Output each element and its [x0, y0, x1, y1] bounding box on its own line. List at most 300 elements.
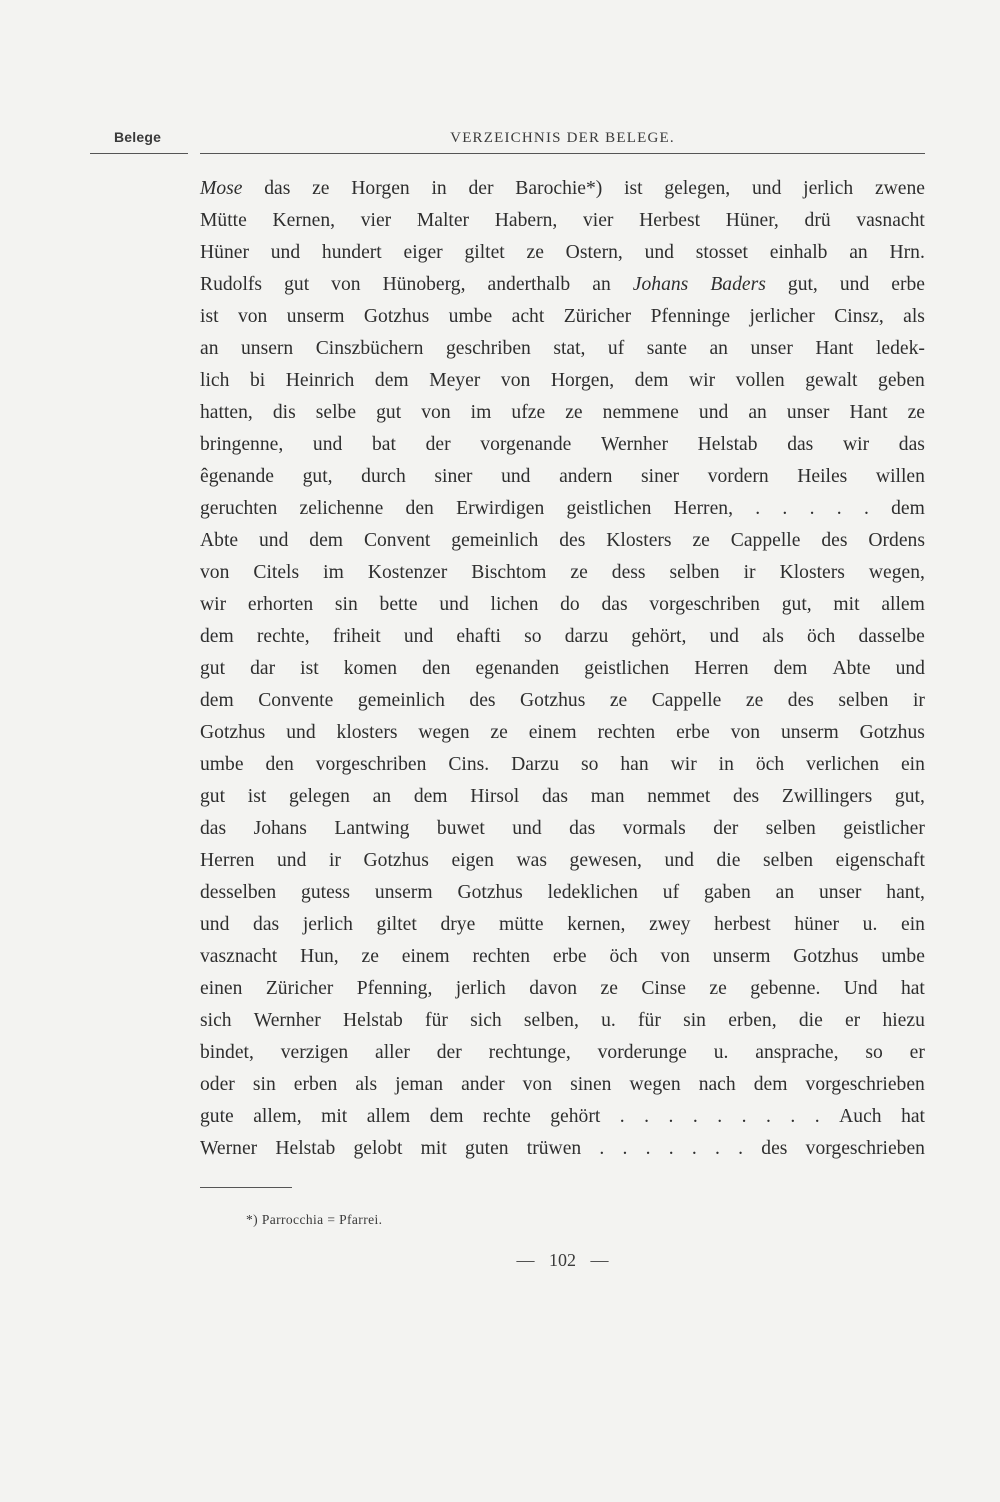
word: vorgeschriben — [315, 754, 427, 775]
word: einem — [528, 722, 577, 743]
word: vorgenande — [480, 434, 572, 455]
word: gut — [376, 402, 402, 423]
word: von — [730, 722, 761, 743]
word: von — [660, 946, 690, 967]
word: rechten — [597, 722, 656, 743]
word: Gotzhus — [200, 722, 266, 743]
word: einem — [401, 946, 450, 967]
word: giltet — [376, 914, 417, 935]
text-line — [200, 493, 925, 525]
word: den — [405, 498, 434, 519]
word: u. — [601, 1010, 616, 1031]
word: selbe — [315, 402, 357, 423]
word: Werner — [200, 1138, 258, 1159]
word: dis — [272, 402, 296, 423]
word: des — [821, 530, 848, 551]
word: gut, — [894, 786, 925, 807]
word: Convente — [258, 690, 334, 711]
word: und — [895, 658, 925, 679]
word: ze — [490, 722, 508, 743]
word: unserm — [374, 882, 433, 903]
word: Hirsol — [470, 786, 520, 807]
word: . — [738, 1138, 744, 1159]
word: vorderunge — [597, 1042, 687, 1063]
word: Züricher — [563, 306, 632, 327]
word: unser — [786, 402, 830, 423]
word: Hrn. — [889, 242, 925, 263]
word: der — [468, 178, 494, 199]
word: anderthalb — [487, 274, 571, 295]
word: und — [286, 722, 316, 743]
word: do — [560, 594, 580, 615]
word: drye — [440, 914, 476, 935]
word: und — [312, 434, 343, 455]
word: wegen — [418, 722, 470, 743]
word: vorgeschriben — [649, 594, 760, 615]
word: von — [331, 274, 361, 295]
word: . — [668, 1106, 674, 1127]
word: wir — [842, 434, 870, 455]
word: mit — [420, 1138, 447, 1159]
word: Hant — [815, 338, 854, 359]
word: der — [425, 434, 451, 455]
word: wegen — [629, 1074, 681, 1095]
word: ein — [901, 914, 925, 935]
word: ander — [461, 1074, 505, 1095]
word: sich — [470, 1010, 502, 1031]
word: den — [265, 754, 294, 775]
word: . — [755, 498, 761, 519]
word: unser — [750, 338, 793, 359]
word: gemeinlich — [357, 690, 445, 711]
word: von — [200, 562, 230, 583]
word: . — [809, 498, 815, 519]
word: komen — [343, 658, 398, 679]
word: umbe — [200, 754, 244, 775]
word: ze — [600, 978, 618, 999]
word: Baders — [710, 274, 766, 295]
word: das — [898, 434, 925, 455]
word: ze — [361, 946, 379, 967]
word: Cappelle — [651, 690, 722, 711]
word: und — [664, 850, 694, 871]
word: Gotzhus — [363, 850, 429, 871]
word: Malter — [416, 210, 470, 231]
running-head: VERZEICHNIS DER BELEGE. — [450, 130, 675, 146]
word: darzu — [564, 626, 609, 647]
word: das — [569, 818, 596, 839]
word: ir — [743, 562, 756, 583]
word: und — [270, 242, 301, 263]
word: man — [590, 786, 625, 807]
word: öch — [609, 946, 638, 967]
text-line — [200, 685, 925, 717]
word: in — [431, 178, 447, 199]
footnote: *) Parrocchia = Pfarrei. — [246, 1212, 383, 1227]
word: selben — [838, 690, 889, 711]
word: . — [766, 1106, 771, 1127]
word: erben — [293, 1074, 338, 1095]
word: die — [798, 1010, 823, 1031]
word: Abte — [832, 658, 871, 679]
word: hat — [900, 978, 925, 999]
word: egenanden — [475, 658, 560, 679]
word: gute — [200, 1106, 234, 1127]
word: mit — [833, 594, 860, 615]
word: dem — [413, 786, 448, 807]
text-line — [200, 973, 925, 1005]
word: gelegen — [288, 786, 350, 807]
word: gut — [200, 658, 226, 679]
text-line — [200, 941, 925, 973]
word: stat, — [553, 338, 586, 359]
word: geistlichen — [566, 498, 652, 519]
word: gehört, — [631, 626, 687, 647]
header-rule — [200, 153, 925, 154]
word: und — [751, 178, 782, 199]
word: gut — [284, 274, 310, 295]
word: hundert — [321, 242, 382, 263]
text-line — [200, 1101, 925, 1133]
word: gut — [200, 786, 226, 807]
word: Rudolfs — [200, 274, 263, 295]
word: geistlicher — [843, 818, 925, 839]
word: vordern — [707, 466, 769, 487]
word: wegen, — [868, 562, 925, 583]
word: und — [276, 850, 307, 871]
word: umbe — [448, 306, 493, 327]
word: wir — [670, 754, 697, 775]
word: Hünoberg, — [382, 274, 466, 295]
word: ledeklichen — [547, 882, 638, 903]
word: vormals — [622, 818, 686, 839]
word: vorgeschrieben — [805, 1138, 925, 1159]
word: Horgen, — [550, 370, 615, 391]
word: geruchten — [200, 498, 278, 519]
word: er — [909, 1042, 925, 1063]
word: das — [787, 434, 814, 455]
word: . — [790, 1106, 796, 1127]
word: erbe — [891, 274, 925, 295]
word: das — [541, 786, 569, 807]
word: wir — [200, 594, 227, 615]
text-line — [200, 205, 925, 237]
word: eigen — [451, 850, 494, 871]
word: Herbest — [639, 210, 701, 231]
word: als — [903, 306, 925, 327]
word: ufze — [511, 402, 546, 423]
word: giltet — [464, 242, 505, 263]
word: sin — [334, 594, 358, 615]
word: geben — [878, 370, 925, 391]
text-line — [200, 365, 925, 397]
word: dem — [429, 1106, 464, 1127]
word: dar — [250, 658, 276, 679]
word: . — [619, 1106, 625, 1127]
word: u. — [862, 914, 878, 935]
word: und — [644, 242, 674, 263]
word: an — [849, 242, 868, 263]
word: . — [741, 1106, 747, 1127]
word: Habern, — [494, 210, 558, 231]
word: . — [836, 498, 842, 519]
word: so — [580, 754, 599, 775]
word: eiger — [403, 242, 443, 263]
word: und — [698, 402, 729, 423]
word: dem — [309, 530, 344, 551]
word: selben — [669, 562, 720, 583]
word: Heiles — [797, 466, 848, 487]
word: Zwillingers — [781, 786, 873, 807]
word: bringenne, — [200, 434, 284, 455]
word: gut, — [781, 594, 812, 615]
word: dem — [753, 1074, 788, 1095]
word: den — [422, 658, 451, 679]
word: dem — [200, 690, 234, 711]
word: ze — [312, 178, 330, 199]
text-line — [200, 269, 925, 301]
word: so — [524, 626, 542, 647]
word: Pfenning, — [356, 978, 433, 999]
word: Cinsz, — [834, 306, 884, 327]
text-line — [200, 301, 925, 333]
word: vasnacht — [856, 210, 925, 231]
word: an — [592, 274, 611, 295]
word: friheit — [332, 626, 381, 647]
word: Abte — [200, 530, 239, 551]
word: der — [436, 1042, 462, 1063]
word: Ostern, — [565, 242, 623, 263]
word: desselben — [200, 882, 277, 903]
word: nemmet — [647, 786, 711, 807]
word: zwey — [649, 914, 691, 935]
word: selben — [763, 850, 814, 871]
word: herbest — [714, 914, 771, 935]
word: an — [709, 338, 728, 359]
text-line — [200, 909, 925, 941]
word: rechte, — [256, 626, 310, 647]
word: allem — [881, 594, 925, 615]
word: jerlich — [302, 914, 353, 935]
text-line — [200, 397, 925, 429]
word: Citels — [253, 562, 300, 583]
word: ist — [247, 786, 267, 807]
word: einen — [200, 978, 243, 999]
word: als — [762, 626, 784, 647]
word: öch — [807, 626, 836, 647]
word: selben, — [523, 1010, 579, 1031]
word: Meyer — [429, 370, 481, 391]
word: gebenne. — [750, 978, 821, 999]
word: Klosters — [779, 562, 845, 583]
word: mit — [321, 1106, 348, 1127]
word: Klosters — [606, 530, 672, 551]
word: geistlichen — [584, 658, 670, 679]
word: ledek- — [875, 338, 925, 359]
word: dasselbe — [858, 626, 925, 647]
word: ze — [745, 690, 764, 711]
margin-rule — [90, 153, 188, 154]
word: sin — [683, 1010, 706, 1031]
word: von — [500, 370, 531, 391]
word: von — [237, 306, 268, 327]
word: Cappelle — [730, 530, 801, 551]
word: und — [200, 914, 230, 935]
word: Wernher — [253, 1010, 321, 1031]
word: vier — [583, 210, 614, 231]
word: u. — [713, 1042, 729, 1063]
word: und — [403, 626, 434, 647]
margin-label: Belege — [114, 129, 162, 145]
word: gemeinlich — [451, 530, 539, 551]
word: Lantwing — [334, 818, 410, 839]
word: Helstab — [697, 434, 758, 455]
word: gut, — [302, 466, 333, 487]
word: erbe — [552, 946, 587, 967]
word: Kostenzer — [367, 562, 448, 583]
word: Auch — [839, 1106, 882, 1127]
word: im — [470, 402, 492, 423]
word: vier — [360, 210, 392, 231]
word: unser — [818, 882, 862, 903]
text-line — [200, 621, 925, 653]
word: dem — [773, 658, 808, 679]
word: von — [522, 1074, 553, 1095]
word: für — [638, 1010, 661, 1031]
word: vollen — [735, 370, 785, 391]
word: gewalt — [805, 370, 858, 391]
word: gaben — [703, 882, 751, 903]
word: des — [559, 530, 586, 551]
word: ze — [609, 690, 628, 711]
word: des — [733, 786, 760, 807]
word: von — [421, 402, 451, 423]
word: ist — [200, 306, 219, 327]
word: unsern — [240, 338, 294, 359]
word: das — [601, 594, 628, 615]
word: Wernher — [601, 434, 668, 455]
word: lich — [200, 370, 230, 391]
word: Pfenninge — [650, 306, 731, 327]
word: Convent — [363, 530, 431, 551]
word: willen — [875, 466, 925, 487]
word: dem — [891, 498, 925, 519]
word: Helstab — [342, 1010, 403, 1031]
word: hüner — [794, 914, 839, 935]
word: Ordens — [868, 530, 925, 551]
word: ze — [692, 530, 710, 551]
word: Herren — [200, 850, 255, 871]
word: durch — [361, 466, 406, 487]
word: ehafti — [456, 626, 501, 647]
word: an — [200, 338, 219, 359]
text-line — [200, 429, 925, 461]
word: drü — [804, 210, 831, 231]
word: hant, — [886, 882, 925, 903]
text-line — [200, 461, 925, 493]
word: nach — [698, 1074, 736, 1095]
word: Herren, — [673, 498, 733, 519]
word: mütte — [498, 914, 544, 935]
word: verzigen — [280, 1042, 349, 1063]
word: guten — [465, 1138, 509, 1159]
word: klosters — [336, 722, 398, 743]
word: . — [782, 498, 788, 519]
word: . — [814, 1106, 820, 1127]
word: gutess — [301, 882, 351, 903]
word: als — [355, 1074, 378, 1095]
word: und — [709, 626, 739, 647]
text-line — [200, 557, 925, 589]
word: hatten, — [200, 402, 253, 423]
word: Cins. — [448, 754, 490, 775]
word: uf — [607, 338, 625, 359]
word: oder — [200, 1074, 235, 1095]
word: vasznacht — [200, 946, 278, 967]
word: hat — [901, 1106, 925, 1127]
word: stosset — [695, 242, 748, 263]
text-line — [200, 237, 925, 269]
word: . — [692, 1106, 698, 1127]
word: . — [599, 1138, 605, 1159]
word: dem — [374, 370, 409, 391]
word: Gotzhus — [793, 946, 859, 967]
word: jerlich — [455, 978, 506, 999]
word: rechtunge, — [488, 1042, 571, 1063]
word: sin — [252, 1074, 276, 1095]
word: an — [748, 402, 767, 423]
text-line — [200, 781, 925, 813]
word: rechte — [482, 1106, 531, 1127]
word: umbe — [881, 946, 925, 967]
word: und — [839, 274, 870, 295]
word: unserm — [781, 722, 839, 743]
word: das — [200, 818, 227, 839]
word: kernen, — [567, 914, 626, 935]
word: Hun, — [300, 946, 339, 967]
word: . — [717, 1106, 723, 1127]
word: Hüner, — [725, 210, 779, 231]
word: ze — [570, 562, 588, 583]
word: bindet, — [200, 1042, 254, 1063]
word: trüwen — [526, 1138, 582, 1159]
word: bi — [249, 370, 266, 391]
word: eigenschaft — [835, 850, 925, 871]
text-line — [200, 1005, 925, 1037]
word: buwet — [436, 818, 485, 839]
text-line — [200, 653, 925, 685]
word: allem, — [253, 1106, 302, 1127]
word: gelegen, — [664, 178, 731, 199]
word: aller — [375, 1042, 410, 1063]
word: Herren — [694, 658, 749, 679]
word: . — [668, 1138, 674, 1159]
word: verlichen — [806, 754, 880, 775]
word: erbe — [676, 722, 710, 743]
word: was — [516, 850, 547, 871]
word: Gotzhus — [457, 882, 523, 903]
footnote-rule — [200, 1187, 292, 1188]
word: ist — [300, 658, 319, 679]
word: bette — [379, 594, 418, 615]
word: . — [645, 1138, 651, 1159]
word: acht — [511, 306, 545, 327]
word: jeman — [395, 1074, 444, 1095]
word: er — [844, 1010, 861, 1031]
word: Gotzhus — [363, 306, 430, 327]
word: so — [865, 1042, 883, 1063]
body-text — [200, 173, 925, 1165]
